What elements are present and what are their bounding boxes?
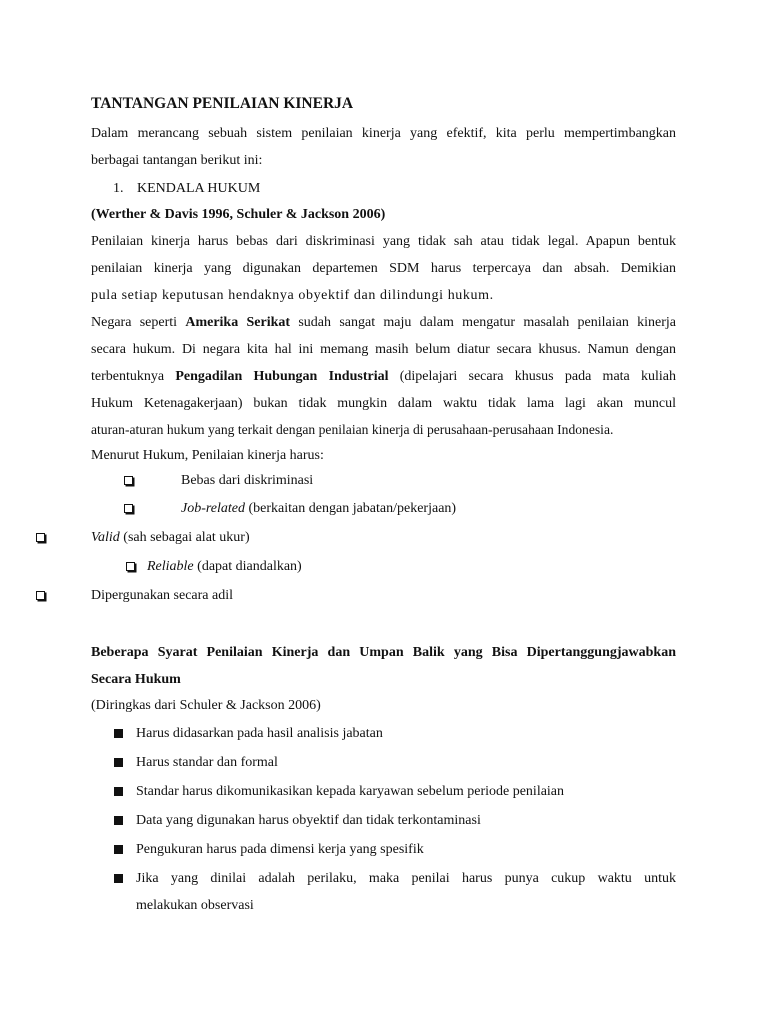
list-item: Standar harus dikomunikasikan kepada karyawan sebelum periode penilaian [136, 784, 565, 799]
checkbox-bullet-icon [36, 533, 45, 542]
list-item-last-line-1: Jika yang dinilai adalah perilaku, maka penilai harus punya cukup waktu untuk [136, 871, 676, 886]
para-2-line-4: Hukum Ketenagakerjaan) bukan tidak mungkin dalam waktu tidak lama lagi akan muncul [91, 396, 676, 411]
section-2-source: (Diringkas dari Schuler & Jackson 2006) [91, 698, 321, 713]
square-bullet-icon [114, 729, 123, 738]
para-2-line-5: aturan-aturan hukum yang terkait dengan penilaian kinerja di perusahaan-perusahaan Indonesia. [91, 422, 614, 437]
list-item-last-line-2: melakukan observasi [136, 898, 254, 913]
requirements-lead: Menurut Hukum, Penilaian kinerja harus: [91, 448, 324, 463]
emphasis-country: Amerika Serikat [185, 315, 291, 330]
para-2-text: sudah sangat maju dalam mengatur masalah penilaian kinerja [290, 315, 676, 330]
section-2-title-line-2: Secara Hukum [91, 672, 181, 687]
para-2-text: (dipelajari secara khusus pada mata kuliah [388, 369, 676, 384]
section-1-number: 1. [113, 181, 124, 196]
emphasis-court: Pengadilan Hubungan Industrial [175, 369, 389, 384]
list-item: Harus didasarkan pada hasil analisis jabatan [136, 726, 383, 741]
term-description: (berkaitan dengan jabatan/pekerjaan) [245, 501, 457, 516]
square-bullet-icon [114, 787, 123, 796]
para-2-line-1 [91, 314, 676, 332]
list-item: Data yang digunakan harus obyektif dan tidak terkontaminasi [136, 813, 481, 828]
para-1-line-2: penilaian kinerja yang digunakan departemen SDM harus terpercaya dan absah. Demikian [91, 261, 676, 276]
checkbox-bullet-icon [124, 504, 133, 513]
para-2-text: terbentuknya [91, 369, 176, 384]
page-title: TANTANGAN PENILAIAN KINERJA [91, 95, 354, 112]
intro-line-2: berbagai tantangan berikut ini: [91, 153, 263, 168]
para-2-text: Negara seperti [91, 315, 186, 330]
square-bullet-icon [114, 816, 123, 825]
intro-line-1: Dalam merancang sebuah sistem penilaian kinerja yang efektif, kita perlu mempertimbangkan [91, 126, 676, 141]
term-description: (dapat diandalkan) [193, 559, 302, 574]
para-1-line-3: pula setiap keputusan hendaknya obyektif dan dilindungi hukum. [91, 288, 494, 303]
checkbox-bullet-icon [126, 562, 135, 571]
requirement-item-4 [147, 558, 302, 576]
section-1-citation: (Werther & Davis 1996, Schuler & Jackson 2006) [91, 207, 386, 222]
requirement-item-2 [181, 500, 456, 518]
requirement-item-1: Bebas dari diskriminasi [181, 473, 314, 488]
list-item: Harus standar dan formal [136, 755, 278, 770]
term-italic: Valid [91, 530, 120, 545]
square-bullet-icon [114, 845, 123, 854]
term-italic: Job-related [181, 501, 246, 516]
section-1-title: KENDALA HUKUM [137, 181, 261, 196]
term-description: (sah sebagai alat ukur) [119, 530, 250, 545]
para-1-line-1: Penilaian kinerja harus bebas dari diskriminasi yang tidak sah atau tidak legal. Apapun bentuk [91, 234, 676, 249]
section-2-title-line-1: Beberapa Syarat Penilaian Kinerja dan Umpan Balik yang Bisa Dipertanggungjawabkan [91, 645, 676, 660]
requirement-item-5: Dipergunakan secara adil [91, 588, 234, 603]
checkbox-bullet-icon [36, 591, 45, 600]
requirement-item-3 [91, 529, 250, 547]
term-italic: Reliable [147, 559, 194, 574]
list-item: Pengukuran harus pada dimensi kerja yang spesifik [136, 842, 424, 857]
para-2-line-2: secara hukum. Di negara kita hal ini memang masih belum diatur secara khusus. Namun dengan [91, 342, 676, 357]
square-bullet-icon [114, 874, 123, 883]
para-2-line-3 [91, 368, 676, 386]
checkbox-bullet-icon [124, 476, 133, 485]
square-bullet-icon [114, 758, 123, 767]
